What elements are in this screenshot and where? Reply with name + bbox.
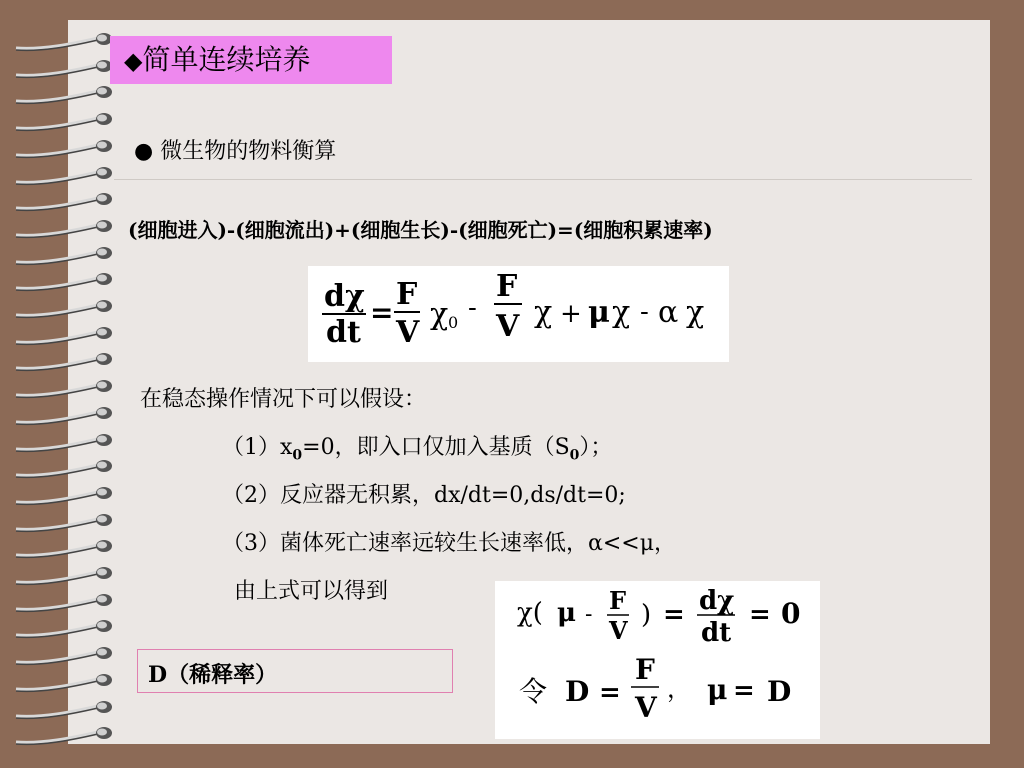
- binding-ring: [12, 57, 112, 81]
- eq1-plus: +: [560, 299, 582, 329]
- eq2-equals-2: =: [749, 600, 771, 630]
- eq1-equals: =: [370, 296, 394, 329]
- title-text: 简单连续培养: [142, 43, 311, 76]
- eq1-V2: V: [496, 309, 520, 344]
- assumption-3: （3）菌体死亡速率远较生长速率低，α<<μ，: [222, 531, 677, 556]
- binding-ring: [12, 164, 112, 188]
- binding-ring: [12, 698, 112, 722]
- eq2-D: D: [565, 675, 590, 708]
- eq1-minus: -: [468, 293, 477, 323]
- eq2-close-paren: ): [641, 600, 652, 630]
- eq1-alpha: α: [658, 295, 679, 330]
- assumption-1-sub: 0: [292, 447, 303, 464]
- assumption-1-sub2: 0: [569, 447, 580, 464]
- eq1-chi0: χ: [430, 297, 449, 332]
- binding-ring: [12, 404, 112, 428]
- eq2-mu: μ: [557, 598, 577, 628]
- binding-ring: [12, 591, 112, 615]
- eq2-F: F: [609, 586, 627, 615]
- binding-ring: [12, 484, 112, 508]
- eq1-chi: χ: [534, 295, 553, 330]
- slide-title: [110, 36, 392, 84]
- eq1-F2: F: [496, 269, 518, 304]
- eq2-V2: V: [635, 691, 657, 724]
- binding-ring: [12, 564, 112, 588]
- bullet-icon: ●: [134, 139, 154, 164]
- assumption-1-part-a: （1）x: [222, 435, 293, 460]
- dilution-rate-box: [137, 649, 453, 693]
- binding-ring: [12, 190, 112, 214]
- equation2-graphic: [495, 581, 820, 739]
- eq1-sub0: 0: [448, 313, 459, 332]
- equation-graphic: [308, 266, 729, 362]
- eq2-F2: F: [635, 653, 655, 686]
- assumption-1: [222, 430, 612, 463]
- binding-ring: [12, 110, 112, 134]
- diamond-icon: ◆: [124, 47, 143, 75]
- binding-ring: [12, 431, 112, 455]
- eq1-V: V: [396, 315, 420, 350]
- eq1-chi3: χ: [686, 295, 705, 330]
- eq1-minus2: -: [640, 297, 649, 327]
- eq2-D2: D: [767, 675, 792, 708]
- eq2-chi-paren: χ(: [517, 598, 543, 628]
- eq2-numerator: dχ: [699, 586, 735, 616]
- binding-ring: [12, 270, 112, 294]
- binding-ring: [12, 644, 112, 668]
- section-heading: [134, 134, 336, 165]
- eq1-F: F: [396, 277, 418, 312]
- binding-ring: [12, 617, 112, 641]
- eq1-chi2: χ: [612, 295, 631, 330]
- steady-state-equation: [495, 581, 820, 739]
- dilution-rate-label: D（稀释率）: [148, 662, 278, 688]
- conclusion-text: 由上式可以得到: [234, 579, 389, 604]
- divider: [114, 179, 972, 180]
- eq2-V: V: [609, 616, 628, 645]
- binding-ring: [12, 244, 112, 268]
- binding-ring: [12, 83, 112, 107]
- eq1-mu: μ: [588, 295, 610, 330]
- eq2-denominator: dt: [701, 618, 732, 648]
- binding-ring: [12, 457, 112, 481]
- binding-ring: [12, 537, 112, 561]
- eq2-equals: =: [663, 600, 685, 630]
- binding-ring: [12, 217, 112, 241]
- eq2-zero: 0: [781, 597, 801, 630]
- assumption-1-part-b: =0，即入口仅加入基质（S: [302, 435, 570, 460]
- section-heading-text: 微生物的物料衡算: [160, 139, 337, 164]
- binding-ring: [12, 671, 112, 695]
- eq2-minus: -: [585, 602, 593, 627]
- eq2-mu2: μ: [707, 673, 728, 706]
- balance-statement: (细胞进入)-(细胞流出)+(细胞生长)-(细胞死亡)=(细胞积累速率): [128, 218, 713, 242]
- binding-ring: [12, 297, 112, 321]
- binding-ring: [12, 377, 112, 401]
- binding-ring: [12, 724, 112, 748]
- mass-balance-equation: [308, 266, 729, 362]
- binding-ring: [12, 511, 112, 535]
- eq2-let: 令: [519, 675, 548, 708]
- binding-ring: [12, 350, 112, 374]
- eq2-comma: ，: [667, 675, 691, 703]
- assumption-2: （2）反应器无积累，dx/dt=0,ds/dt=0;: [222, 483, 626, 508]
- binding-ring: [12, 324, 112, 348]
- eq1-denominator: dt: [326, 315, 361, 350]
- binding-ring: [12, 30, 112, 54]
- eq2-equals-4: =: [733, 676, 755, 706]
- eq1-numerator: dχ: [324, 279, 365, 314]
- assumption-1-part-c: ）；: [579, 435, 613, 460]
- binding-ring: [12, 137, 112, 161]
- eq2-equals-3: =: [599, 678, 621, 708]
- steady-state-intro: 在稳态操作情况下可以假设：: [140, 387, 427, 412]
